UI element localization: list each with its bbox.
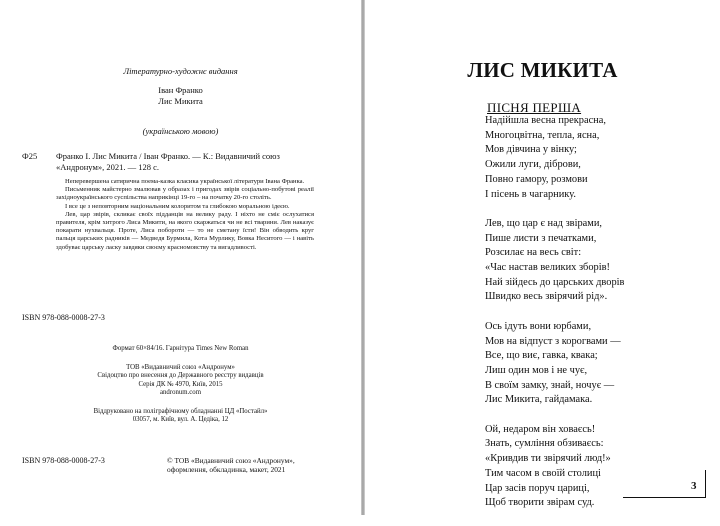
poem-line: «Час настав великих зборів! xyxy=(485,262,610,274)
annotation-paragraph: Лев, цар звірів, скликає своїх підданців на велику раду. І ніхто не сміє ослухатися правителя, крім хитрого Лиса Микити, на якого скаржаться чи не всі тварини. Лев наказує покарати нухвальця. Проте, Лиса побороти — то не сметану їсти! Він обводить круг пальця царських радників — Медведя Бурмила, Кота Мурлику, Вовка Неситого — і навіть здобуває царську ласку завдяки своєму красномовству та вигадливості. xyxy=(56,210,314,251)
catalog-line: «Андронум», 2021. — 128 с. xyxy=(56,161,159,172)
isbn-bottom: ISBN 978-088-0008-27-3 xyxy=(22,456,105,465)
stanza xyxy=(485,320,624,408)
poem-line: Многоцвітна, тепла, ясна, xyxy=(485,129,600,141)
poem-line: Ожили луги, діброви, xyxy=(485,159,581,171)
copyright-line: © ТОВ «Видавничий союз «Андронум», xyxy=(167,456,295,465)
poem-line: Лев, що цар є над звірами, xyxy=(485,217,603,229)
poem-line: Най зійдесь до царських дворів xyxy=(485,276,625,288)
song-title: ПІСНЯ ПЕРША xyxy=(487,100,582,115)
stanza xyxy=(485,423,624,511)
poem-line: І пісень в чагарнику. xyxy=(485,188,576,200)
poem-line: Мов дівчина у вінку; xyxy=(485,144,577,156)
poem-line: Щоб творити звірам суд. xyxy=(485,497,595,509)
edition-type: Літературно-художнє видання xyxy=(123,66,238,76)
poem-line: Лиш один мов і не чує, xyxy=(485,364,588,376)
poem-line: Ось ідуть вони юрбами, xyxy=(485,320,592,332)
publisher-info xyxy=(0,364,361,397)
right-page xyxy=(365,0,720,515)
poem-line: Знать, сумління обзиваєсь: xyxy=(485,438,604,450)
poem-line: Пише листи з печатками, xyxy=(485,232,597,244)
copyright-line: оформлення, обкладинка, макет, 2021 xyxy=(167,465,286,475)
printer-line: Віддруковано на поліграфічному обладнанні ЦД «Постайл» xyxy=(93,408,268,415)
corner-rule-vertical xyxy=(705,470,706,498)
annotation-paragraph: Неперевершена сатирична поема-казка класика української літератури Івана Франка. xyxy=(65,178,305,185)
poem-line: Ой, недаром він ховаєсь! xyxy=(485,423,596,435)
publisher-line: Свідоцтво про внесення до Державного реєстру видавців xyxy=(97,372,264,380)
publisher-line: andronum.com xyxy=(160,388,201,396)
poem-line: Цар засів поруч цариці, xyxy=(485,482,590,494)
printer-info xyxy=(0,408,361,425)
udc-code: Ф25 xyxy=(22,151,38,161)
publisher-line: ТОВ «Видавничий союз «Андронум» xyxy=(126,364,235,371)
author-title-block xyxy=(0,85,361,107)
left-page xyxy=(0,0,361,515)
poem-line: Надійшла весна прекрасна, xyxy=(485,115,606,126)
annotation xyxy=(56,178,314,252)
poem-line: Розсилає на весь світ: xyxy=(485,247,582,259)
publisher-line: Серія ДК № 4970, Київ, 2015 xyxy=(138,380,223,388)
catalog-line: Франко І. Лис Микита / Іван Франко. — К.: Видавничий союз xyxy=(56,151,280,161)
poem-line: Лис Микита, гайдамака. xyxy=(485,394,593,406)
page-number: 3 xyxy=(691,480,697,492)
book-title-small: Лис Микита xyxy=(158,96,203,106)
poem-line: В своїм замку, знай, ночує — xyxy=(485,379,615,391)
isbn-top: ISBN 978-088-0008-27-3 xyxy=(22,313,105,322)
poem-line: Швидко весь звірячий рід». xyxy=(485,291,608,303)
stanza xyxy=(485,217,624,305)
catalog-entry xyxy=(56,151,314,172)
poem-line: Все, що виє, гавка, квака; xyxy=(485,350,598,362)
poem-line: «Кривдив ти звірячий люд!» xyxy=(485,453,611,465)
book-title: ЛИС МИКИТА xyxy=(467,58,618,82)
annotation-paragraph: Письменник майстерно змалював у образах і пригодах звірів соціально-побутові реалії західноукраїнського суспільства наприкінці 19-го – на початку 20-го століть. xyxy=(56,186,314,202)
poem-line: Тим часом в своїй столиці xyxy=(485,467,601,479)
poem xyxy=(485,114,624,526)
poem-line: Повно гамору, розмови xyxy=(485,173,588,185)
language-note: (українською мовою) xyxy=(142,126,219,136)
copyright-notice xyxy=(167,456,335,475)
annotation-paragraph: І все це з неповторним національним колоритом та глибокою моральною ідеєю. xyxy=(65,202,290,210)
author-name: Іван Франко xyxy=(158,85,203,95)
printer-line: 03057, м. Київ, вул. А. Цедіка, 12 xyxy=(132,416,229,424)
format-info: Формат 60×84/16. Гарнітура Times New Roman xyxy=(112,345,249,352)
stanza xyxy=(485,114,624,202)
corner-rule-horizontal xyxy=(623,497,705,498)
poem-line: Мов на відпуст з корогвами — xyxy=(485,335,621,347)
